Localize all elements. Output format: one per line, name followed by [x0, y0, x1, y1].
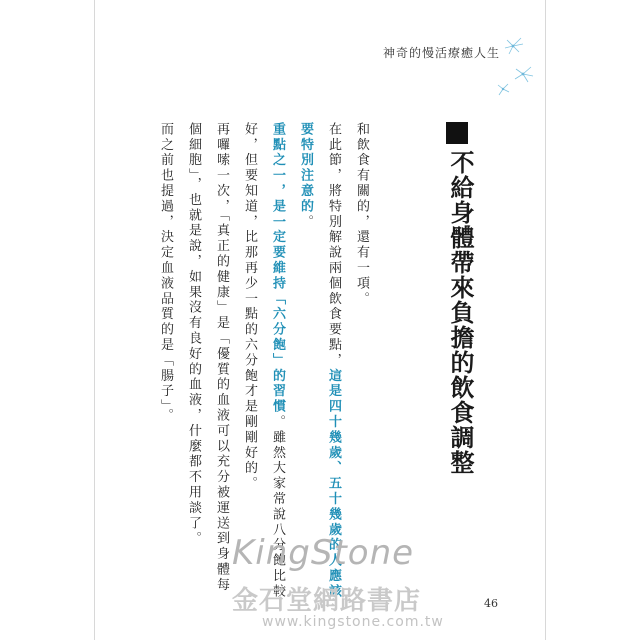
text-run: 再囉嗦一次，「真正的健康」是「優質的血液可以充分被運送到身體每 [214, 122, 229, 593]
text-run: 好，但要知道，比那再少一點的六分飽才是剛剛好的。 [242, 122, 257, 492]
watermark-url: www.kingstone.com.tw [262, 614, 444, 630]
highlighted-text: 重點之一，是一定要維持「六分飽」的習慣 [270, 122, 285, 415]
text-column [269, 122, 286, 599]
text-column [325, 122, 342, 599]
text-column [185, 122, 202, 547]
text-column [241, 122, 258, 492]
dandelion-seeds-icon [493, 34, 538, 104]
text-run: 。 [298, 214, 313, 230]
watermark-name: 金石堂網路書店 [232, 586, 422, 616]
running-header: 神奇的慢活療癒人生 [382, 46, 500, 60]
highlighted-text: 這是四十幾歲、五十幾歲的人應該 [326, 368, 341, 600]
text-run: 在此節，將特別解說兩個飲食要點， [326, 122, 341, 369]
text-column [213, 122, 230, 593]
text-run: 和飲食有關的，還有一項。 [354, 122, 369, 307]
text-column [157, 122, 174, 424]
title-square-icon [446, 122, 468, 144]
text-column [297, 122, 314, 230]
watermark-logo: KingStone [232, 533, 415, 573]
text-run: 而之前也提過，決定血液品質的是「腸子」。 [158, 122, 173, 424]
text-run: 個細胞」，也就是說，如果沒有良好的血液，什麼都不用談了。 [186, 122, 201, 547]
text-run: 。雖然大家常說八分飽比較 [270, 414, 285, 600]
page-number: 46 [484, 597, 498, 610]
highlighted-text: 要特別注意的 [298, 122, 313, 215]
section-title: 不給身體帶來負擔的飲食調整 [446, 150, 474, 475]
text-column [353, 122, 370, 307]
